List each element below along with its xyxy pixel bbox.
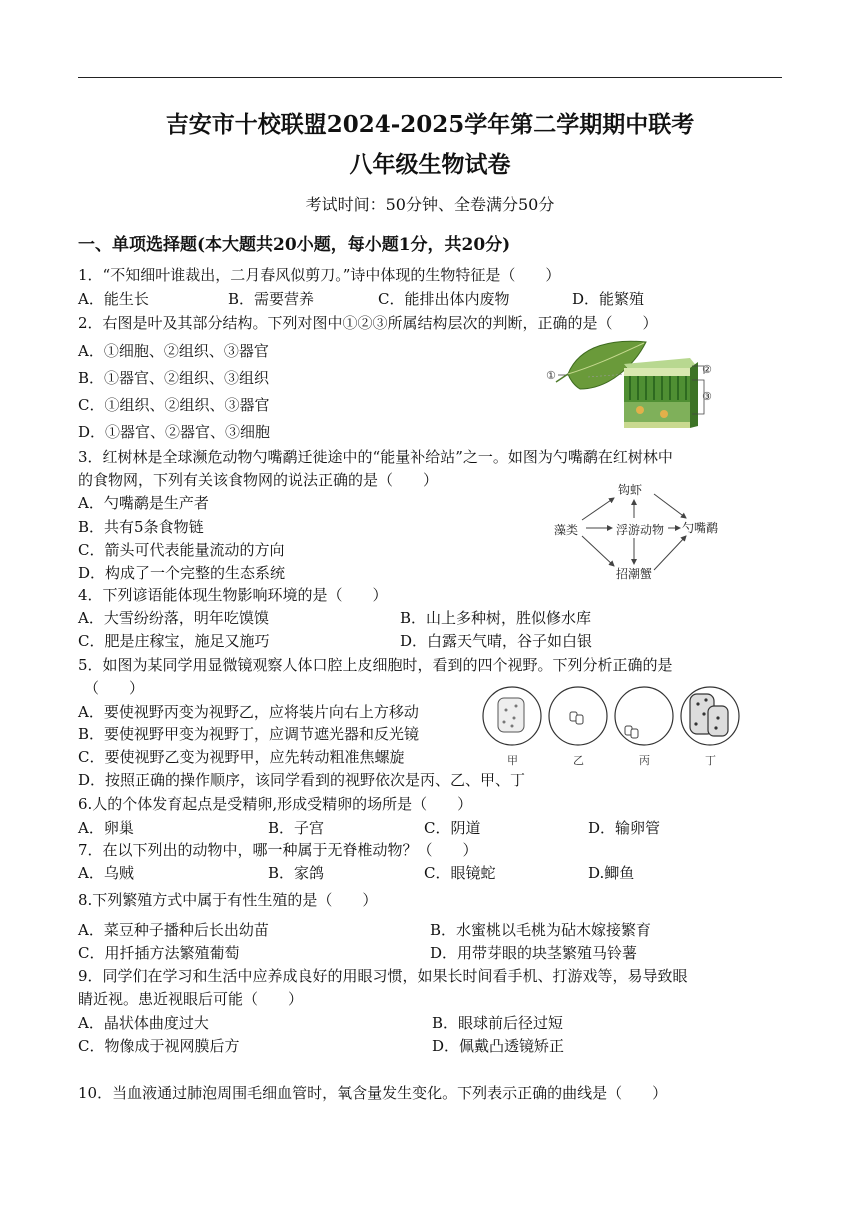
exam-title: 吉安市十校联盟2024-2025学年第二学期期中联考 bbox=[165, 111, 695, 138]
field-label-ding: 丁 bbox=[705, 754, 716, 767]
food-web-figure bbox=[550, 478, 730, 582]
question-4-stem: 4．下列谚语能体现生物影响环境的是（ ） bbox=[78, 586, 388, 604]
field-label-yi: 乙 bbox=[573, 754, 584, 767]
q1-option-d: D．能繁殖 bbox=[572, 290, 645, 308]
field-label-jia: 甲 bbox=[507, 754, 518, 767]
exam-subtitle: 八年级生物试卷 bbox=[349, 151, 511, 178]
question-10-stem: 10．当血液通过肺泡周围毛细血管时，氧含量发生变化。下列表示正确的曲线是（ ） bbox=[78, 1084, 668, 1102]
q2-option-c: C．①组织、②组织、③器官 bbox=[78, 396, 270, 414]
question-2-stem: 2．右图是叶及其部分结构。下列对图中①②③所属结构层次的判断，正确的是（ ） bbox=[78, 314, 658, 332]
question-7-stem: 7．在以下列出的动物中，哪一种属于无脊椎动物？（ ） bbox=[78, 841, 478, 859]
q9-option-c: C．物像成于视网膜后方 bbox=[78, 1037, 240, 1055]
section-heading: 一、单项选择题(本大题共20小题，每小题1分，共20分) bbox=[78, 235, 511, 255]
question-6-stem: 6.人的个体发育起点是受精卵,形成受精卵的场所是（ ） bbox=[78, 795, 473, 813]
q3-option-d: D．构成了一个完整的生态系统 bbox=[78, 564, 286, 582]
q6-option-a: A．卵巢 bbox=[78, 819, 134, 837]
q5-option-a: A．要使视野丙变为视野乙，应将装片向右上方移动 bbox=[78, 703, 419, 721]
q1-option-b: B．需要营养 bbox=[228, 290, 315, 308]
leaf-label-3: ③ bbox=[702, 390, 712, 403]
field-yi bbox=[549, 687, 607, 767]
food-web-node-sandpiper: 勺嘴鹬 bbox=[682, 521, 719, 535]
food-web-node-zooplankton: 浮游动物 bbox=[616, 523, 665, 537]
field-ding bbox=[681, 687, 739, 767]
q4-option-c: C．肥是庄稼宝，施足又施巧 bbox=[78, 632, 270, 650]
q9-option-b: B．眼球前后径过短 bbox=[432, 1014, 564, 1032]
header-rule bbox=[78, 77, 782, 78]
q3-option-a: A．勺嘴鹬是生产者 bbox=[78, 494, 209, 512]
q9-option-d: D．佩戴凸透镜矫正 bbox=[432, 1037, 565, 1055]
q4-option-b: B．山上多种树，胜似修水库 bbox=[400, 609, 592, 627]
q1-option-a: A．能生长 bbox=[78, 290, 149, 308]
q6-option-d: D．输卵管 bbox=[588, 819, 661, 837]
food-web-node-crab: 招潮蟹 bbox=[616, 567, 653, 581]
question-9-stem-line2: 睛近视。患近视眼后可能（ ） bbox=[78, 990, 304, 1008]
q3-option-b: B．共有5条食物链 bbox=[78, 518, 204, 536]
q7-option-b: B．家鸽 bbox=[268, 864, 325, 882]
field-jia bbox=[483, 687, 541, 767]
q8-option-a: A．菜豆种子播种后长出幼苗 bbox=[78, 921, 269, 939]
q8-option-d: D．用带芽眼的块茎繁殖马铃薯 bbox=[430, 944, 638, 962]
q8-option-c: C．用扦插方法繁殖葡萄 bbox=[78, 944, 240, 962]
field-bing bbox=[615, 687, 673, 767]
question-5-stem-line2: （ ） bbox=[84, 679, 145, 697]
question-9-stem-line1: 9．同学们在学习和生活中应养成良好的用眼习惯，如果长时间看手机、打游戏等，易导致眼 bbox=[78, 967, 688, 985]
q1-option-c: C．能排出体内废物 bbox=[378, 290, 510, 308]
q3-option-c: C．箭头可代表能量流动的方向 bbox=[78, 541, 285, 559]
q7-option-d: D.鲫鱼 bbox=[588, 864, 635, 882]
q8-option-b: B．水蜜桃以毛桃为砧木嫁接繁育 bbox=[430, 921, 652, 939]
food-web-node-shrimp: 钩虾 bbox=[618, 483, 643, 497]
q2-option-b: B．①器官、②组织、③组织 bbox=[78, 369, 270, 387]
q7-option-a: A．乌贼 bbox=[78, 864, 134, 882]
field-label-bing: 丙 bbox=[639, 754, 650, 767]
q5-option-c: C．要使视野乙变为视野甲，应先转动粗准焦螺旋 bbox=[78, 748, 405, 766]
q2-option-a: A．①细胞、②组织、③器官 bbox=[78, 342, 269, 360]
q5-option-d: D．按照正确的操作顺序，该同学看到的视野依次是丙、乙、甲、丁 bbox=[78, 771, 526, 789]
question-8-stem: 8.下列繁殖方式中属于有性生殖的是（ ） bbox=[78, 891, 378, 909]
q9-option-a: A．晶状体曲度过大 bbox=[78, 1014, 209, 1032]
leaf-label-1: ① bbox=[546, 369, 556, 382]
q4-option-a: A．大雪纷纷落，明年吃馍馍 bbox=[78, 609, 269, 627]
leaf-structure-figure bbox=[540, 334, 720, 440]
question-3-stem-line2: 的食物网，下列有关该食物网的说法正确的是（ ） bbox=[78, 471, 439, 489]
question-1-stem: 1．“不知细叶谁裁出，二月春风似剪刀。”诗中体现的生物特征是（ ） bbox=[78, 266, 561, 284]
q6-option-c: C．阴道 bbox=[424, 819, 481, 837]
q2-option-d: D．①器官、②器官、③细胞 bbox=[78, 423, 271, 441]
leaf-label-2: ② bbox=[702, 363, 712, 376]
question-3-stem-line1: 3．红树林是全球濒危动物勺嘴鹬迁徙途中的“能量补给站”之一。如图为勺嘴鹬在红树林中 bbox=[78, 448, 673, 466]
question-5-stem-line1: 5．如图为某同学用显微镜观察人体口腔上皮细胞时，看到的四个视野。下列分析正确的是 bbox=[78, 656, 673, 674]
q6-option-b: B．子宫 bbox=[268, 819, 325, 837]
q4-option-d: D．白露天气晴，谷子如白银 bbox=[400, 632, 593, 650]
leaf-cross-section bbox=[624, 358, 698, 428]
q5-option-b: B．要使视野甲变为视野丁，应调节遮光器和反光镜 bbox=[78, 725, 420, 743]
exam-info: 考试时间：50分钟、全卷满分50分 bbox=[305, 195, 555, 214]
q7-option-c: C．眼镜蛇 bbox=[424, 864, 496, 882]
microscope-fields-figure bbox=[478, 684, 748, 768]
food-web-node-algae: 藻类 bbox=[554, 523, 579, 537]
